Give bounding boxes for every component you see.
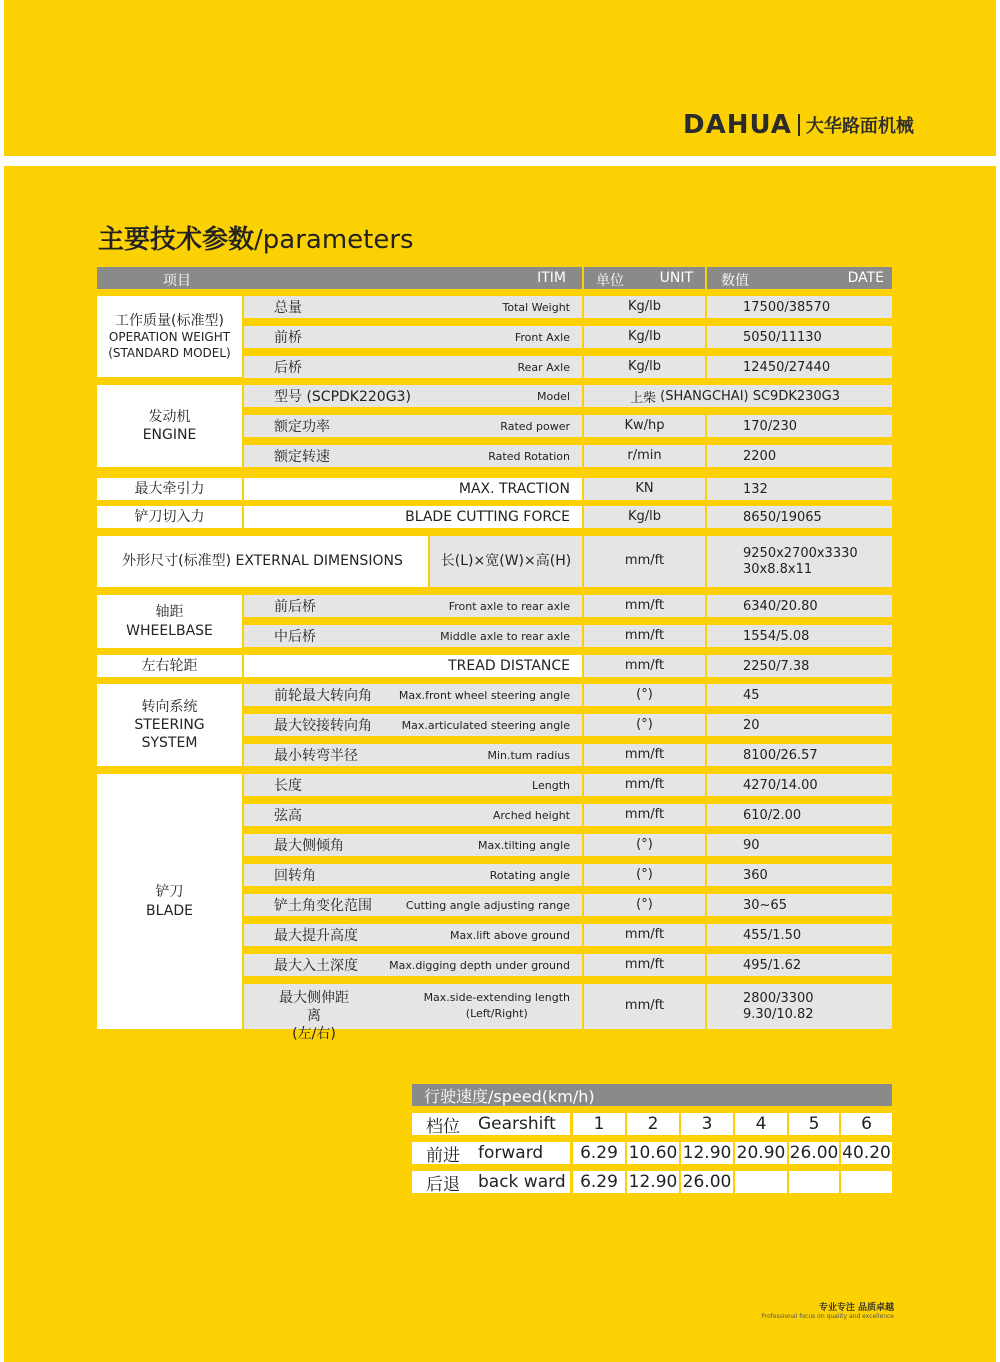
dimensions-label: 外形尺寸(标准型) EXTERNAL DIMENSIONS — [97, 536, 428, 587]
speed-cell: 6.29 — [573, 1171, 625, 1193]
spec-label-en: Middle axle to rear axle — [440, 629, 570, 643]
header-value — [707, 267, 892, 289]
spec-label-en: Total Weight — [502, 300, 570, 314]
spec-value: 4270/14.00 — [707, 774, 892, 796]
spec-row-label — [244, 356, 582, 378]
speed-label-en: Gearshift — [478, 1114, 556, 1134]
spec-value-ft: 9.30/10.82 — [743, 1006, 814, 1022]
spec-unit: mm/ft — [584, 744, 705, 766]
group-label-cn: 铲刀 — [155, 884, 184, 901]
spec-label-en: Front Axle — [514, 330, 570, 344]
group-engine — [97, 385, 242, 467]
header-item — [97, 267, 582, 289]
spec-value — [707, 984, 892, 1029]
header-item-cn: 项目 — [163, 273, 191, 289]
spec-label-cn: 型号 (SCPDK220G3) — [274, 389, 411, 405]
group-steering — [97, 684, 242, 766]
spec-label-cn: (左/右) — [292, 1026, 336, 1043]
group-label-cn: 轴距 — [155, 604, 184, 621]
traction-label-cn: 最大牵引力 — [97, 478, 242, 500]
spec-label-en: Front axle to rear axle — [448, 599, 570, 613]
spec-label-en: Length — [532, 778, 570, 792]
group-label-en: SYSTEM — [141, 735, 198, 752]
speed-label-en: forward — [478, 1143, 544, 1163]
speed-cell: 26.00 — [789, 1143, 839, 1163]
speed-cell: 40.20 — [842, 1143, 891, 1163]
spec-row-label — [244, 296, 582, 318]
spec-label-cn: 前后桥 — [274, 599, 316, 615]
spec-label-en: Max.articulated steering angle — [401, 718, 570, 732]
spec-row-label — [244, 385, 582, 407]
spec-label-en: Max.side-extending length — [423, 991, 570, 1004]
group-label-en: WHEELBASE — [126, 622, 213, 639]
speed-cell: 12.90 — [628, 1172, 678, 1192]
spec-row-label — [244, 714, 582, 736]
header-value-en: DATE — [847, 270, 884, 286]
spec-row-label — [244, 625, 582, 647]
spec-label-en: Max.front wheel steering angle — [398, 688, 570, 702]
blade-force-label-en: BLADE CUTTING FORCE — [244, 506, 582, 528]
spec-unit: Kg/lb — [584, 296, 705, 318]
group-label-en: OPERATION WEIGHT — [108, 330, 231, 344]
spec-unit: Kw/hp — [584, 415, 705, 437]
spec-unit: r/min — [584, 445, 705, 467]
spec-value: 170/230 — [707, 415, 892, 437]
spec-value: 8100/26.57 — [707, 744, 892, 766]
spec-label-cn: 最大侧伸距离 — [279, 990, 349, 1025]
spec-label-en: Max.digging depth under ground — [389, 958, 570, 972]
dimensions-unit: mm/ft — [584, 536, 705, 587]
spec-unit: (°) — [584, 684, 705, 706]
spec-value-mm: 2800/3300 — [743, 990, 814, 1006]
spec-label-cn: 中后桥 — [274, 629, 316, 645]
spec-unit: mm/ft — [584, 595, 705, 617]
group-label-en: (STANDARD MODEL) — [108, 345, 231, 360]
speed-label-cn: 后退 — [426, 1174, 460, 1195]
spec-label-cn: 回转角 — [274, 868, 316, 884]
spec-label-en: Model — [536, 389, 570, 403]
spec-unit: Kg/lb — [584, 326, 705, 348]
speed-row-label — [412, 1113, 570, 1135]
spec-row-label — [244, 744, 582, 766]
spec-row-label — [244, 984, 582, 1043]
spec-label-cn: 后桥 — [274, 360, 302, 376]
tread-label-en: TREAD DISTANCE — [244, 655, 582, 677]
spec-value: 90 — [707, 834, 892, 856]
traction-value: 132 — [707, 478, 892, 500]
tread-unit: mm/ft — [584, 655, 705, 677]
tread-label-cn: 左右轮距 — [97, 655, 242, 677]
speed-label-cn: 档位 — [426, 1116, 460, 1137]
spec-unit: mm/ft — [584, 924, 705, 946]
spec-unit: Kg/lb — [584, 356, 705, 378]
tread-value: 2250/7.38 — [707, 655, 892, 677]
spec-unit: mm/ft — [584, 774, 705, 796]
engine-model-value — [584, 385, 892, 407]
group-operation-weight — [97, 296, 242, 377]
group-label-cn: 发动机 — [148, 408, 191, 425]
spec-label-cn: 铲土角变化范围 — [274, 898, 372, 914]
brand-logo — [683, 110, 914, 140]
header-unit — [584, 267, 705, 289]
speed-cell: 26.00 — [682, 1172, 732, 1192]
spec-label-cn: 最小转弯半径 — [274, 748, 358, 764]
spec-label-cn: 长度 — [274, 778, 302, 794]
speed-label-en: back ward — [478, 1172, 566, 1192]
spec-unit: 上柴 — [630, 390, 657, 406]
speed-cell: 6.29 — [573, 1142, 625, 1164]
spec-value: 5050/11130 — [707, 326, 892, 348]
title-cn: 主要技术参数 — [98, 225, 255, 255]
speed-cell: 12.90 — [682, 1143, 732, 1163]
group-wheelbase — [97, 595, 242, 648]
spec-unit: mm/ft — [584, 625, 705, 647]
spec-unit: (°) — [584, 864, 705, 886]
spec-value: 30~65 — [707, 894, 892, 916]
group-blade — [97, 774, 242, 1029]
spec-value: 20 — [707, 714, 892, 736]
spec-value: 2200 — [707, 445, 892, 467]
gear-cell: 5 — [789, 1113, 839, 1135]
speed-row-label — [412, 1142, 570, 1164]
spec-row-label — [244, 834, 582, 856]
spec-label-en: Max.tilting angle — [477, 838, 570, 852]
spec-row-label — [244, 954, 582, 976]
traction-label-en: MAX. TRACTION — [244, 478, 582, 500]
header-item-en: ITIM — [537, 270, 566, 286]
dimensions-sublabel: 长(L)×宽(W)×高(H) — [430, 536, 582, 587]
speed-row-label — [412, 1171, 570, 1193]
gear-cell: 1 — [573, 1113, 625, 1135]
header-unit-en: UNIT — [659, 270, 693, 286]
blade-force-value: 8650/19065 — [707, 506, 892, 528]
spec-row-label — [244, 445, 582, 467]
spec-row-label — [244, 774, 582, 796]
spec-label-en: Rated power — [500, 419, 570, 433]
spec-label-en: Rear Axle — [517, 360, 570, 374]
speed-cell — [735, 1171, 787, 1193]
spec-value: 610/2.00 — [707, 804, 892, 826]
spec-value: 45 — [707, 684, 892, 706]
page-title — [98, 219, 414, 256]
spec-label-cn: 额定功率 — [274, 419, 330, 435]
spec-value: 1554/5.08 — [707, 625, 892, 647]
dimensions-value-ft: 30x8.8x11 — [743, 561, 813, 577]
spec-label-en: Min.tum radius — [487, 748, 570, 762]
header-unit-cn: 单位 — [596, 273, 624, 289]
speed-table-title: 行驶速度/speed(km/h) — [412, 1084, 892, 1106]
spec-row-label — [244, 924, 582, 946]
group-label-en: BLADE — [146, 902, 193, 919]
spec-label-cn: 前轮最大转向角 — [274, 688, 372, 704]
spec-label-cn: 总量 — [274, 300, 302, 316]
spec-label-cn: 弦高 — [274, 808, 302, 824]
group-label-en: ENGINE — [142, 427, 197, 443]
dimensions-value — [707, 536, 892, 587]
spec-unit: mm/ft — [584, 984, 705, 1029]
header-value-cn: 数值 — [721, 273, 749, 289]
spec-label-cn: 最大提升高度 — [274, 928, 358, 944]
gear-cell: 3 — [681, 1113, 733, 1135]
blade-force-label-cn: 铲刀切入力 — [97, 506, 242, 528]
speed-cell: 20.90 — [736, 1143, 786, 1163]
title-en: /parameters — [254, 225, 414, 255]
spec-label-cn: 最大入土深度 — [274, 958, 358, 974]
speed-cell: 10.60 — [628, 1143, 678, 1163]
spec-row-label — [244, 415, 582, 437]
logo-divider — [798, 114, 800, 136]
speed-cell — [841, 1171, 892, 1193]
speed-label-cn: 前进 — [426, 1145, 460, 1166]
spec-label-cn: 额定转速 — [274, 449, 330, 465]
footer-slogan-cn: 专业专注 品质卓越 — [818, 1303, 894, 1313]
spec-label-cn: 最大侧倾角 — [274, 838, 344, 854]
spec-label-cn: 前桥 — [274, 330, 302, 346]
blade-force-unit: Kg/lb — [584, 506, 705, 528]
spec-value: 6340/20.80 — [707, 595, 892, 617]
spec-label-en: (Left/Right) — [465, 1006, 528, 1020]
brand-chinese-name: 大华路面机械 — [805, 116, 914, 137]
spec-unit: (°) — [584, 834, 705, 856]
footer-slogan — [760, 1300, 894, 1320]
spec-value: 17500/38570 — [707, 296, 892, 318]
spec-label-en: Rotating angle — [489, 868, 570, 882]
spec-row-label — [244, 326, 582, 348]
footer-slogan-en: Professional focus on quality and excellence — [761, 1313, 894, 1320]
gear-cell: 6 — [841, 1113, 892, 1135]
spec-unit: (°) — [584, 714, 705, 736]
spec-label-cn: 最大铰接转向角 — [274, 718, 372, 734]
spec-value: (SHANGCHAI) SC9DK230G3 — [660, 388, 841, 404]
dimensions-value-mm: 9250x2700x3330 — [743, 545, 858, 561]
gear-cell: 4 — [735, 1113, 787, 1135]
spec-row-label — [244, 894, 582, 916]
gear-cell: 2 — [627, 1113, 679, 1135]
spec-value: 12450/27440 — [707, 356, 892, 378]
traction-unit: KN — [584, 478, 705, 500]
spec-value: 495/1.62 — [707, 954, 892, 976]
spec-value: 360 — [707, 864, 892, 886]
speed-cell — [789, 1171, 839, 1193]
spec-unit: (°) — [584, 894, 705, 916]
spec-row-label — [244, 595, 582, 617]
spec-label-en: Arched height — [492, 808, 570, 822]
spec-row-label — [244, 864, 582, 886]
spec-unit: mm/ft — [584, 954, 705, 976]
group-label-en: STEERING — [134, 716, 205, 733]
spec-row-label — [244, 804, 582, 826]
spec-label-en: Max.lift above ground — [450, 928, 570, 942]
spec-unit: mm/ft — [584, 804, 705, 826]
spec-value: 455/1.50 — [707, 924, 892, 946]
group-label-cn: 工作质量(标准型) — [115, 312, 224, 329]
spec-label-en: Rated Rotation — [488, 449, 570, 463]
spec-label-en: Cutting angle adjusting range — [405, 898, 570, 912]
brand-name: DAHUA — [683, 110, 792, 140]
spec-row-label — [244, 684, 582, 706]
group-label-cn: 转向系统 — [141, 698, 198, 715]
